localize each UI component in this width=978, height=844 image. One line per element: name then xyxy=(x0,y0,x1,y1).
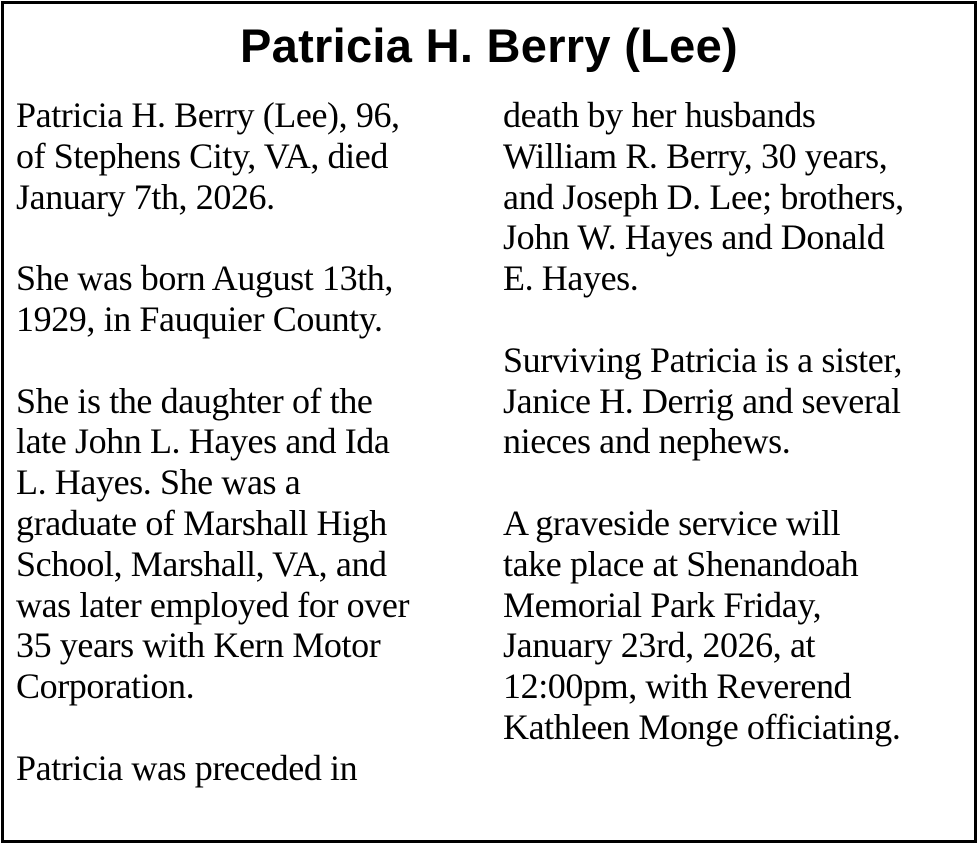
text-line: Corporation. xyxy=(16,666,195,707)
text-line: Kathleen Monge officiating. xyxy=(503,706,901,747)
paragraph xyxy=(503,503,973,748)
text-line: and Joseph D. Lee; brothers, xyxy=(503,176,904,217)
text-line: nieces and nephews. xyxy=(503,421,791,462)
paragraph xyxy=(16,748,496,789)
text-line: Janice H. Derrig and several xyxy=(503,380,901,421)
text-line: was later employed for over xyxy=(16,584,410,625)
text-line: of Stephens City, VA, died xyxy=(16,135,388,176)
right-column xyxy=(503,95,973,789)
left-column xyxy=(16,95,496,829)
text-line: L. Hayes. She was a xyxy=(16,462,301,503)
text-line: Patricia H. Berry (Lee), 96, xyxy=(16,95,400,135)
text-line: January 23rd, 2026, at xyxy=(503,625,816,666)
text-line: A graveside service will xyxy=(503,502,841,543)
text-line: January 7th, 2026. xyxy=(16,176,275,217)
text-line: 1929, in Fauquier County. xyxy=(16,298,383,339)
text-line: John W. Hayes and Donald xyxy=(503,217,885,258)
text-line: William R. Berry, 30 years, xyxy=(503,135,888,176)
text-line: E. Hayes. xyxy=(503,258,639,299)
text-line: 35 years with Kern Motor xyxy=(16,625,381,666)
text-line: 12:00pm, with Reverend xyxy=(503,666,852,707)
text-line: School, Marshall, VA, and xyxy=(16,543,387,584)
text-line: Memorial Park Friday, xyxy=(503,584,822,625)
text-line: late John L. Hayes and Ida xyxy=(16,421,390,462)
obituary-title: Patricia H. Berry (Lee) xyxy=(240,19,738,72)
text-line: She is the daughter of the xyxy=(16,380,373,421)
text-line: death by her husbands xyxy=(503,95,816,135)
text-line: She was born August 13th, xyxy=(16,258,394,299)
text-line: Patricia was preceded in xyxy=(16,747,358,788)
paragraph xyxy=(16,381,496,707)
paragraph xyxy=(503,340,973,462)
text-line: take place at Shenandoah xyxy=(503,543,859,584)
paragraph xyxy=(503,95,973,299)
paragraph xyxy=(16,95,496,217)
text-line: graduate of Marshall High xyxy=(16,502,387,543)
paragraph xyxy=(16,258,496,340)
text-line: Surviving Patricia is a sister, xyxy=(503,339,903,380)
